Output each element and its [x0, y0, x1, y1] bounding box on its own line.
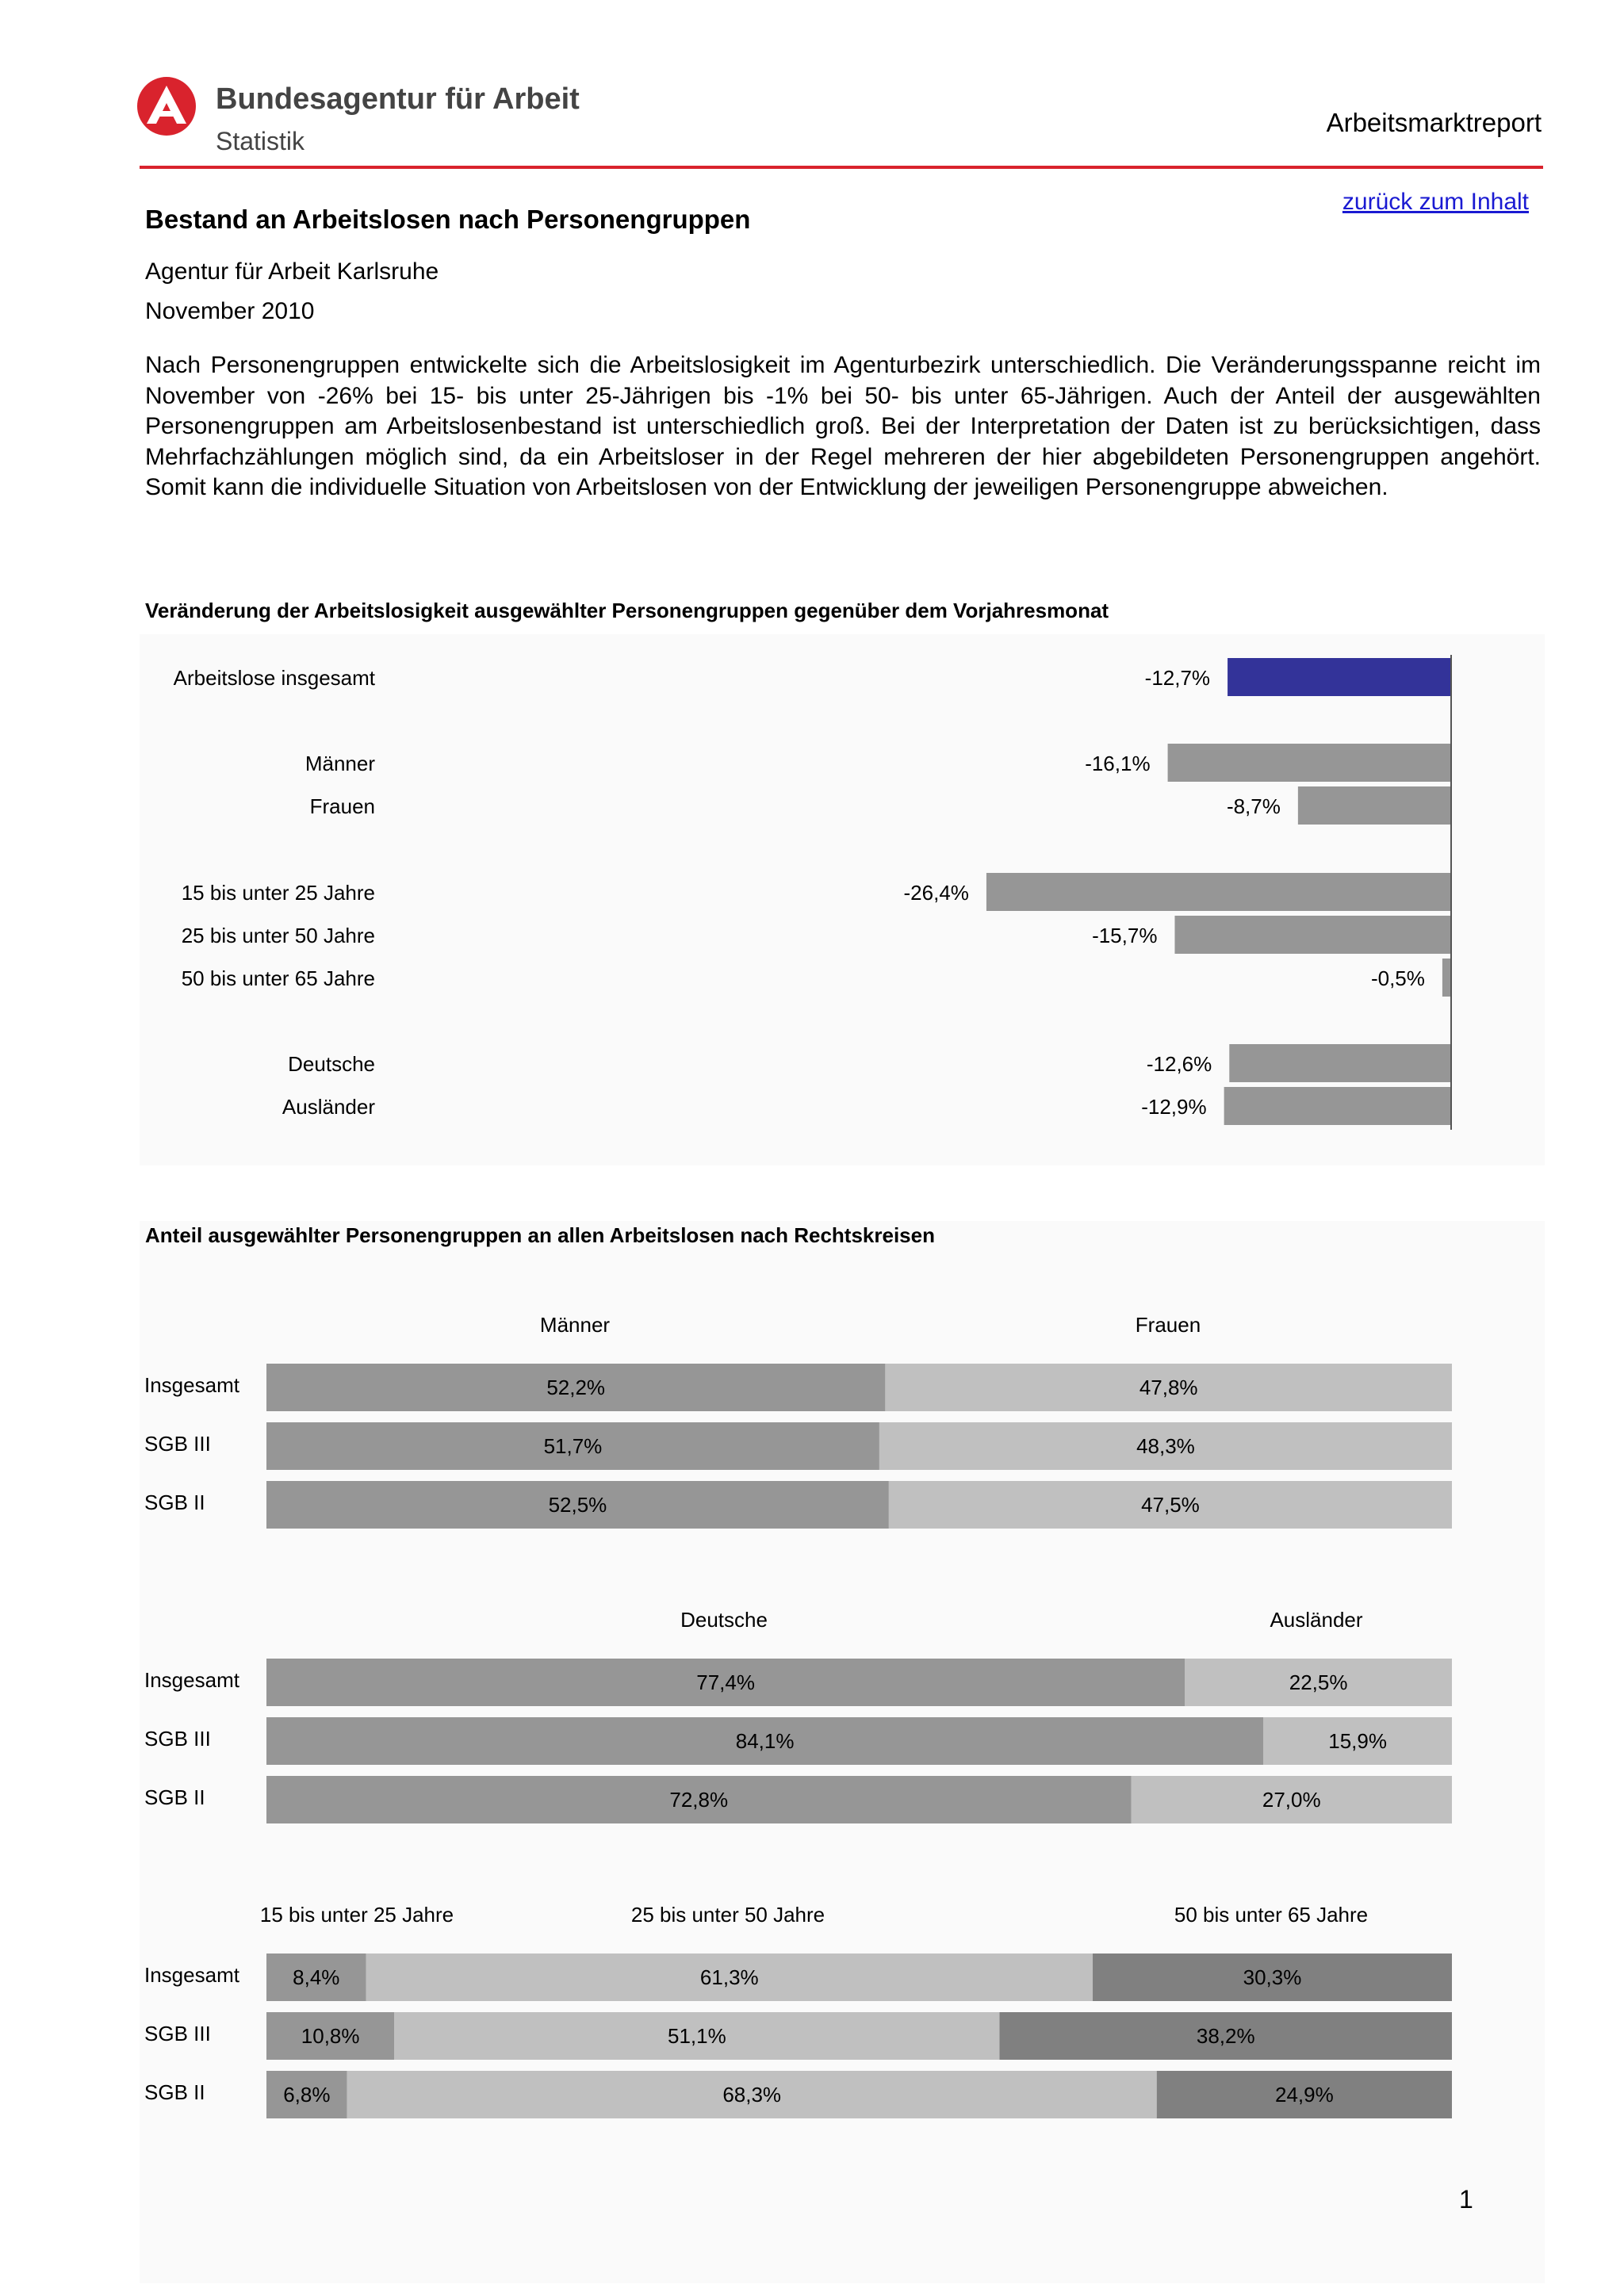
- data-label: -16,1%: [1085, 752, 1151, 775]
- data-label: -8,7%: [1226, 794, 1281, 818]
- org-name: Bundesagentur für Arbeit: [216, 82, 580, 116]
- bar: [1229, 1044, 1451, 1082]
- series-header: 50 bis unter 65 Jahre: [1174, 1903, 1369, 1927]
- data-label: -12,9%: [1141, 1095, 1207, 1119]
- row-label: SGB III: [144, 1432, 211, 1456]
- series-header: 15 bis unter 25 Jahre: [259, 1903, 454, 1927]
- category-label: 50 bis unter 65 Jahre: [181, 966, 375, 990]
- row-label: Insgesamt: [144, 1963, 239, 1987]
- bar: [1228, 658, 1451, 696]
- segment-label: 30,3%: [1243, 1965, 1302, 1989]
- category-label: Arbeitslose insgesamt: [173, 666, 375, 690]
- chart1-title: Veränderung der Arbeitslosigkeit ausgewählter Personengruppen gegenüber dem Vorjahresmonat: [145, 599, 1109, 622]
- chart2-title: Anteil ausgewählter Personengruppen an allen Arbeitslosen nach Rechtskreisen: [145, 1223, 935, 1247]
- segment-label: 68,3%: [722, 2083, 782, 2107]
- segment-label: 48,3%: [1136, 1434, 1195, 1458]
- segment-label: 51,7%: [543, 1434, 603, 1458]
- segment-label: 8,4%: [293, 1965, 340, 1989]
- data-label: -12,6%: [1146, 1052, 1212, 1076]
- row-label: Insgesamt: [144, 1668, 239, 1692]
- segment-label: 38,2%: [1196, 2024, 1255, 2048]
- series-header: Deutsche: [680, 1608, 768, 1632]
- segment-label: 6,8%: [283, 2083, 331, 2107]
- category-label: 15 bis unter 25 Jahre: [181, 881, 375, 905]
- segment-label: 61,3%: [699, 1965, 759, 1989]
- segment-label: 10,8%: [301, 2024, 360, 2048]
- data-label: -26,4%: [903, 881, 969, 905]
- row-label: SGB II: [144, 1785, 205, 1809]
- bar: [986, 873, 1451, 911]
- ba-logo-icon: [136, 76, 197, 136]
- data-label: -0,5%: [1370, 966, 1425, 990]
- segment-label: 52,2%: [546, 1376, 606, 1399]
- bar: [1442, 959, 1451, 997]
- back-to-contents-link[interactable]: zurück zum Inhalt: [1342, 189, 1529, 215]
- change-bar-chart: [0, 634, 1624, 1165]
- data-label: -12,7%: [1144, 666, 1211, 690]
- category-label: Männer: [304, 752, 375, 775]
- series-header: Männer: [539, 1313, 611, 1337]
- segment-label: 72,8%: [669, 1788, 729, 1812]
- series-header: Ausländer: [1270, 1608, 1363, 1632]
- row-label: SGB II: [144, 1490, 205, 1514]
- agency-name: Agentur für Arbeit Karlsruhe: [145, 258, 439, 285]
- segment-label: 47,8%: [1139, 1376, 1198, 1399]
- report-label: Arbeitsmarktreport: [1326, 108, 1542, 137]
- header-divider: [140, 166, 1543, 169]
- segment-label: 84,1%: [735, 1729, 795, 1753]
- segment-label: 22,5%: [1289, 1670, 1348, 1694]
- page-title: Bestand an Arbeitslosen nach Personengruppen: [145, 205, 751, 234]
- bar: [1298, 786, 1451, 825]
- segment-label: 52,5%: [548, 1493, 607, 1517]
- row-label: Insgesamt: [144, 1373, 239, 1397]
- share-stacked-chart: [0, 1269, 1624, 2141]
- segment-label: 24,9%: [1275, 2083, 1334, 2107]
- data-label: -15,7%: [1092, 924, 1158, 947]
- series-header: 25 bis unter 50 Jahre: [630, 1903, 825, 1927]
- category-label: 25 bis unter 50 Jahre: [181, 924, 375, 947]
- intro-paragraph: Nach Personengruppen entwickelte sich die Arbeitslosigkeit im Agenturbezirk unterschiedlich. Die Veränderungsspanne reicht im November von -26% bei 15- bis unter 25-Jährigen bis -1% bei 50- bis unter 65-Jährigen. Auch der Anteil der ausgewählten Personengruppen am Arbeitslosenbestand ist unterschiedlich groß. Bei der Interpretation der Daten ist zu berücksichtigen, dass Mehrfachzählungen möglich sind, da ein Arbeitsloser in der Regel mehreren der hier abgebildeten Personengruppen angehört. Somit kann die individuelle Situation von Arbeitslosen von der Entwicklung der jeweiligen Personengruppe abweichen.: [145, 352, 1541, 500]
- bar: [1174, 916, 1451, 954]
- page-number: 1: [1459, 2185, 1473, 2214]
- org-subtitle: Statistik: [216, 127, 305, 155]
- segment-label: 15,9%: [1328, 1729, 1388, 1753]
- segment-label: 47,5%: [1141, 1493, 1200, 1517]
- row-label: SGB III: [144, 1727, 211, 1751]
- bar: [1168, 744, 1451, 782]
- segment-label: 51,1%: [668, 2024, 726, 2048]
- segment-label: 27,0%: [1262, 1788, 1321, 1812]
- row-label: SGB III: [144, 2022, 211, 2045]
- report-period: November 2010: [145, 298, 315, 324]
- series-header: Frauen: [1135, 1313, 1201, 1337]
- category-label: Frauen: [309, 794, 375, 818]
- row-label: SGB II: [144, 2080, 205, 2104]
- bar: [1224, 1087, 1451, 1125]
- segment-label: 77,4%: [696, 1670, 756, 1694]
- category-label: Ausländer: [282, 1095, 375, 1119]
- category-label: Deutsche: [288, 1052, 375, 1076]
